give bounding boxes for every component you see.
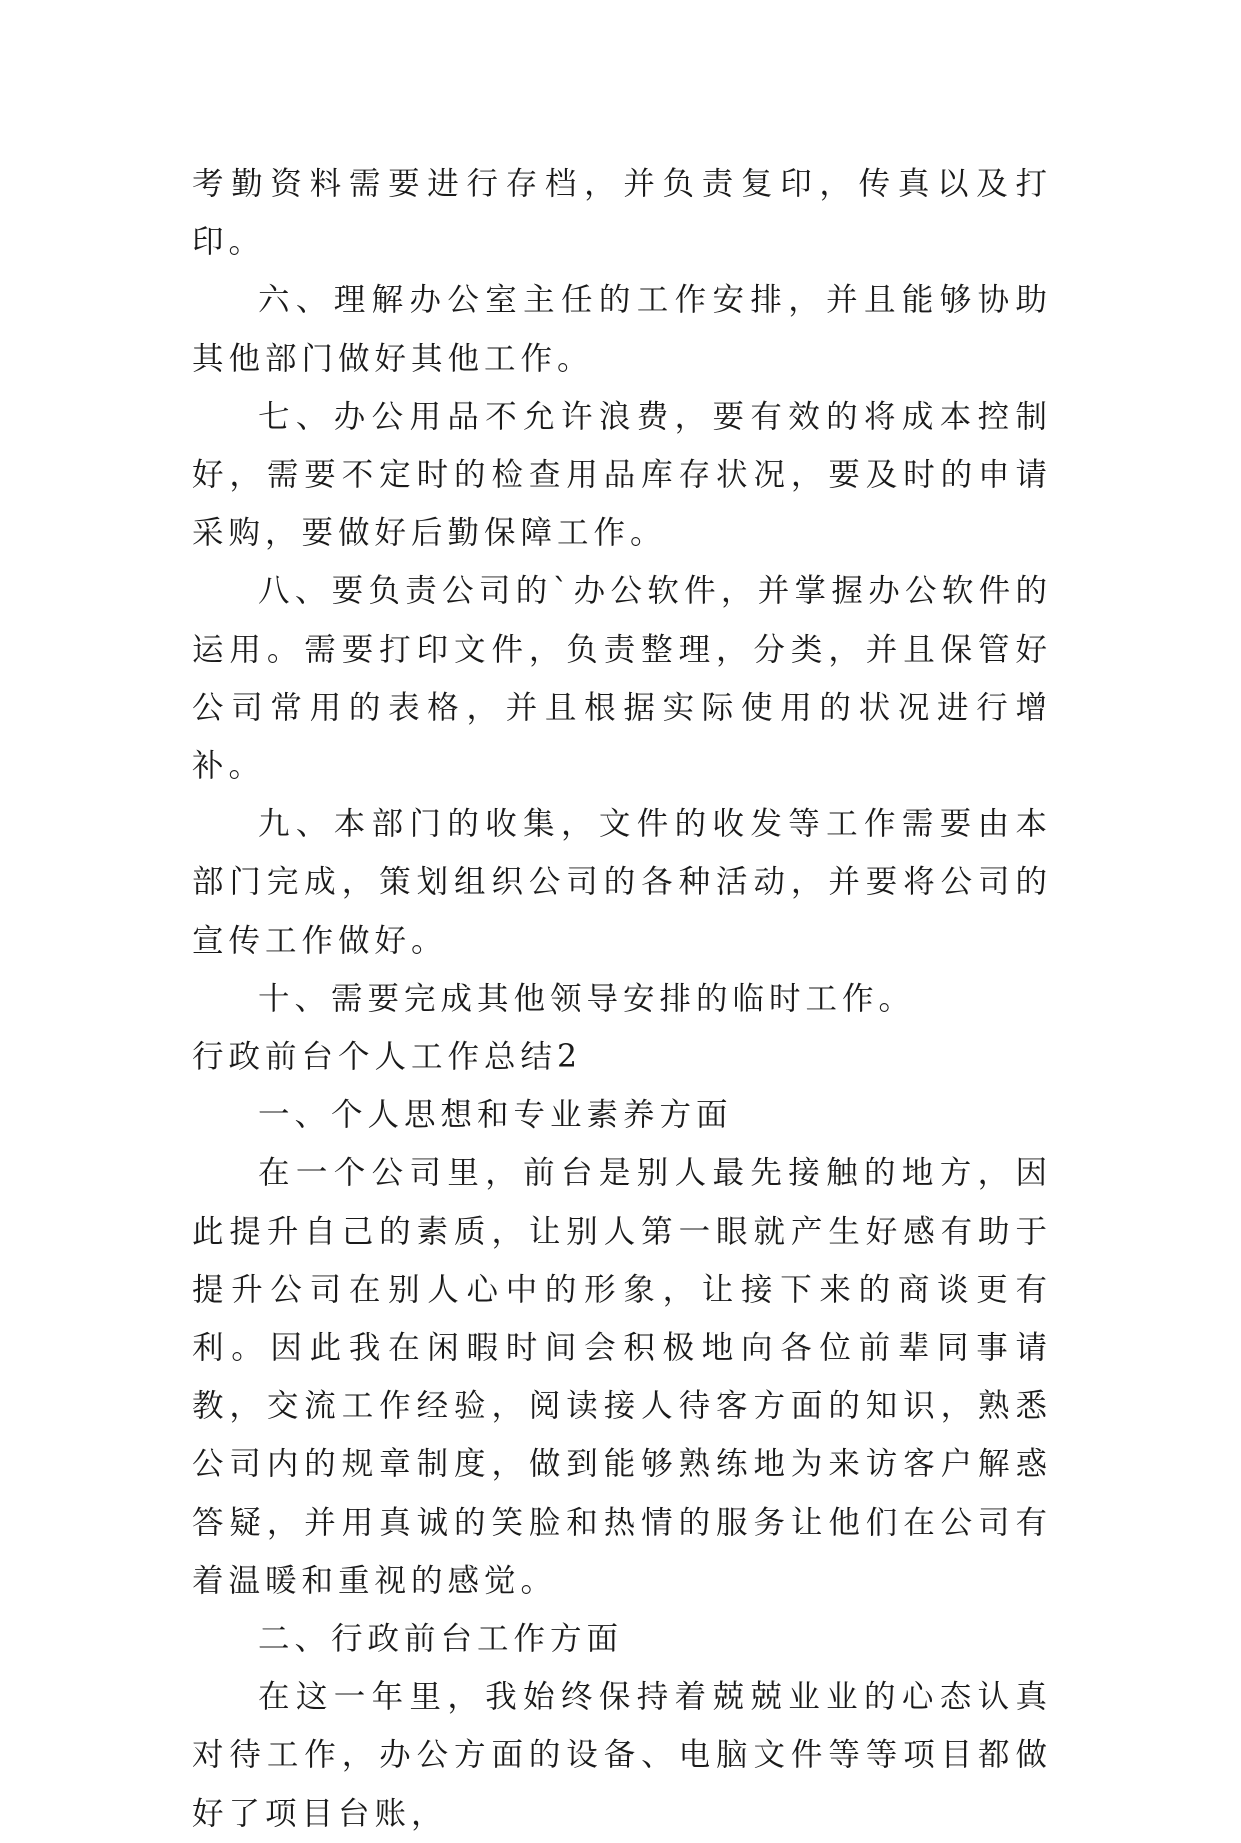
paragraph-item-nine: 九、本部门的收集，文件的收发等工作需要由本部门完成，策划组织公司的各种活动，并要将公司的宣传工作做好。	[192, 806, 1052, 959]
paragraph-front-desk-work: 在这一年里，我始终保持着兢兢业业的心态认真对待工作，办公方面的设备、电脑文件等等项目都做好了项目台账，	[192, 1679, 1052, 1832]
paragraph-item-eight: 八、要负责公司的`办公软件，并掌握办公软件的运用。需要打印文件，负责整理，分类，并且保管好公司常用的表格，并且根据实际使用的状况进行增补。	[192, 573, 1052, 785]
subheading-personal-quality: 一、个人思想和专业素养方面	[258, 1097, 733, 1134]
paragraph-item-seven: 七、办公用品不允许浪费，要有效的将成本控制好，需要不定时的检查用品库存状况，要及时的申请采购，要做好后勤保障工作。	[192, 398, 1052, 552]
paragraph-continued: 考勤资料需要进行存档，并负责复印，传真以及打印。	[192, 166, 1052, 261]
document-body	[192, 155, 1052, 1843]
subheading-front-desk-work: 二、行政前台工作方面	[258, 1621, 624, 1658]
paragraph-personal-quality: 在一个公司里，前台是别人最先接触的地方，因此提升自己的素质，让别人第一眼就产生好感有助于提升公司在别人心中的形象，让接下来的商谈更有利。因此我在闲暇时间会积极地向各位前辈同事请教，交流工作经验，阅读接人待客方面的知识，熟悉公司内的规章制度，做到能够熟练地为来访客户解惑答疑，并用真诚的笑脸和热情的服务让他们在公司有着温暖和重视的感觉。	[192, 1155, 1052, 1599]
paragraph-item-six: 六、理解办公室主任的工作安排，并且能够协助其他部门做好其他工作。	[192, 282, 1052, 377]
paragraph-item-ten: 十、需要完成其他领导安排的临时工作。	[258, 980, 916, 1017]
section-heading: 行政前台个人工作总结2	[192, 1039, 583, 1076]
